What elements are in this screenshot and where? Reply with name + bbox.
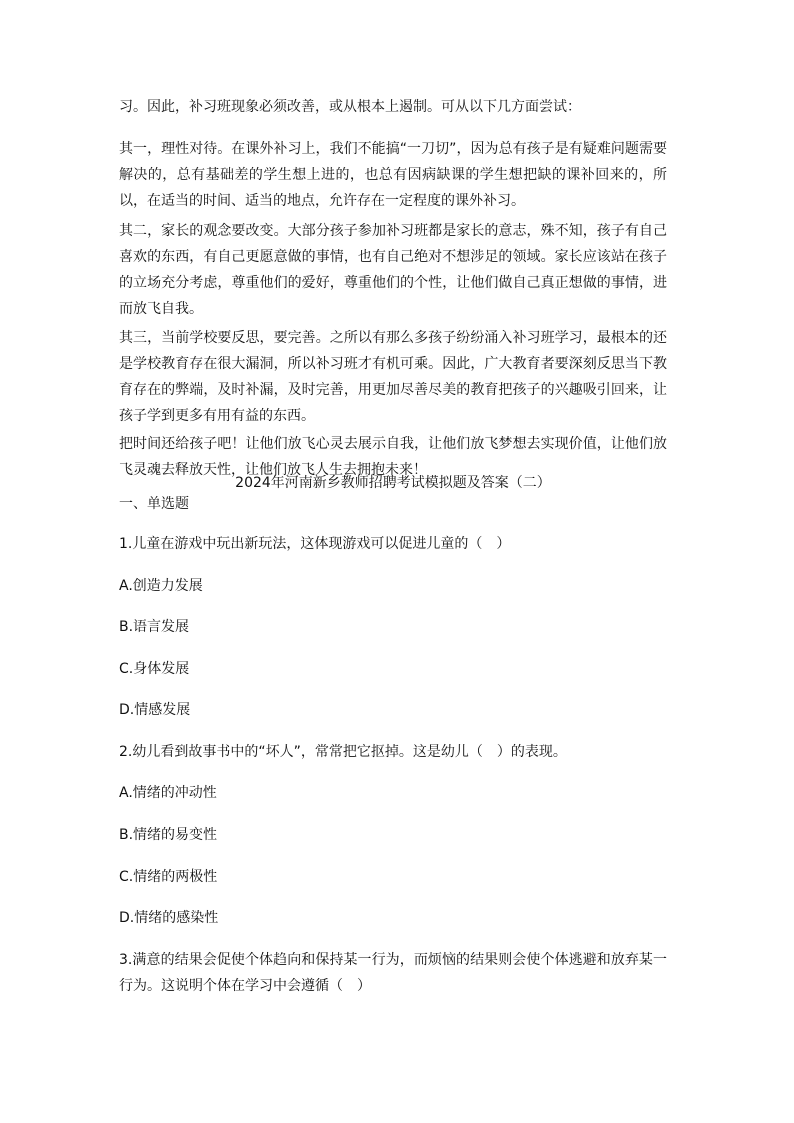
intro-paragraph-4: 把时间还给孩子吧！让他们放飞心灵去展示自我，让他们放飞梦想去实现价值，让他们放飞灵魂去释放天性，让他们放飞人生去拥抱未来！ bbox=[119, 436, 667, 478]
question-1-stem: 1.儿童在游戏中玩出新玩法，这体现游戏可以促进儿童的（ ） bbox=[119, 536, 511, 552]
question-3-stem: 3.满意的结果会促使个体趋向和保持某一行为，而烦恼的结果则会使个体逃避和放弃某一行为。这说明个体在学习中会遵循（ ） bbox=[119, 952, 667, 994]
question-2-option-d: D.情绪的感染性 bbox=[119, 910, 219, 926]
question-2-option-b: B.情绪的易变性 bbox=[119, 827, 218, 843]
question-2-stem: 2.幼儿看到故事书中的“坏人”，常常把它抠掉。这是幼儿（ ）的表现。 bbox=[119, 744, 567, 760]
intro-paragraph-1: 其一，理性对待。在课外补习上，我们不能搞“一刀切”，因为总有孩子是有疑难问题需要解决的，总有基础差的学生想上进的，也总有因病缺课的学生想把缺的课补回来的，所以，在适当的时间、适当的地点，允许存在一定程度的课外补习。 bbox=[119, 141, 667, 209]
exam-title: 2024年河南新乡教师招聘考试模拟题及答案（二） bbox=[235, 475, 551, 491]
intro-paragraph-3: 其三，当前学校要反思，要完善。之所以有那么多孩子纷纷涌入补习班学习，最根本的还是学校教育存在很大漏洞，所以补习班才有机可乘。因此，广大教育者要深刻反思当下教育存在的弊端，及时补漏，及时完善，用更加尽善尽美的教育把孩子的兴趣吸引回来，让孩子学到更多有用有益的东西。 bbox=[119, 330, 667, 424]
question-1-option-c: C.身体发展 bbox=[119, 661, 190, 677]
question-1-option-d: D.情感发展 bbox=[119, 702, 191, 718]
question-2-option-a: A.情绪的冲动性 bbox=[119, 785, 217, 801]
section-heading: 一、单选题 bbox=[119, 496, 189, 512]
question-2-option-c: C.情绪的两极性 bbox=[119, 869, 218, 885]
intro-paragraph-2: 其二，家长的观念要改变。大部分孩子参加补习班都是家长的意志，殊不知，孩子有自己喜欢的东西，有自己更愿意做的事情，也有自己绝对不想涉足的领域。家长应该站在孩子的立场充分考虑，尊重他们的爱好，尊重他们的个性，让他们做自己真正想做的事情，进而放飞自我。 bbox=[119, 223, 667, 317]
question-1-option-a: A.创造力发展 bbox=[119, 578, 203, 594]
question-1-option-b: B.语言发展 bbox=[119, 619, 190, 635]
intro-paragraph-0: 习。因此，补习班现象必须改善，或从根本上遏制。可从以下几方面尝试： bbox=[119, 99, 581, 115]
